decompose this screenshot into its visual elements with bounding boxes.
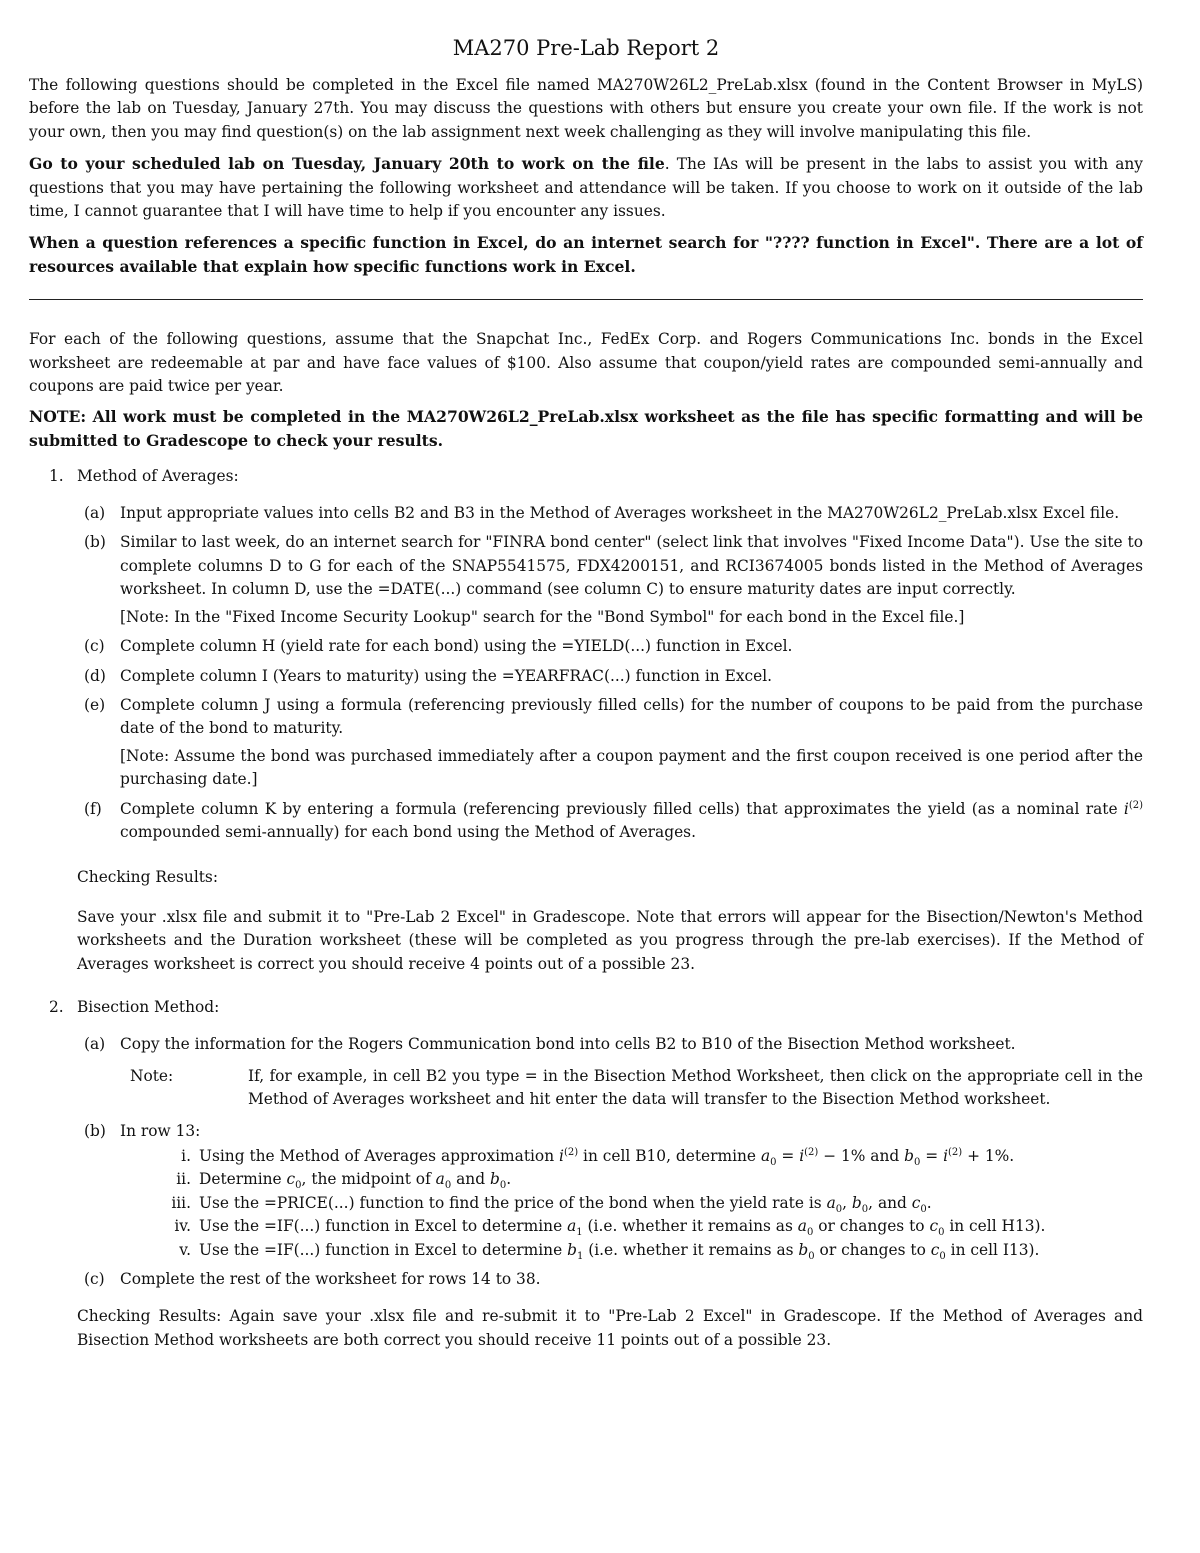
row-13-steps (120, 1145, 1143, 1262)
part-note: [Note: In the "Fixed Income Security Lookup" search for the "Bond Symbol" for each bond in the Excel file.] (120, 607, 965, 626)
note-text: If, for example, in cell B2 you type = in the Bisection Method Worksheet, then click on the appropriate cell in the Method of Averages worksheet and hit enter the data will transfer to the Bisection Method worksheet. (248, 1066, 1143, 1109)
math-sup: (2) (1128, 799, 1143, 811)
intro-paragraph: The following questions should be completed in the Excel file named MA270W26L2_PreLab.xlsx (found in the Content Browser in MyLS) before the lab on Tuesday, January 27th. You may discuss the questions with others but ensure you create your own file. If the work is not your own, then you may find question(s) on the lab assignment next week challenging as they will involve manipulating this file. (29, 76, 1143, 141)
step-label: v. (179, 1240, 191, 1259)
checking-results-heading: Checking Results: (77, 868, 219, 887)
step-label: iii. (171, 1193, 191, 1212)
part-text: Copy the information for the Rogers Communication bond into cells B2 to B10 of the Bisection Method worksheet. (120, 1035, 1016, 1054)
step-item: v. Use the =IF(...) function in Excel to determine $b_1$ (i.e. whether it remains as $b_0$ or changes to $c_0$ in cell I13). (120, 1239, 1143, 1262)
lab-schedule-bold: Go to your scheduled lab on Tuesday, January 20th to work on the file (29, 154, 665, 174)
part-item (77, 694, 1143, 792)
question-1 (29, 465, 1143, 976)
part-item (77, 1268, 1143, 1291)
part-item (77, 665, 1143, 688)
part-item (77, 1120, 1143, 1262)
part-label: (e) (84, 695, 106, 714)
step-text: , and (868, 1193, 912, 1212)
document-title: MA270 Pre-Lab Report 2 (452, 36, 720, 60)
question-2-parts (77, 1033, 1143, 1291)
step-label: iv. (174, 1217, 191, 1236)
step-text: or changes to (813, 1217, 930, 1236)
part-label: (c) (84, 1270, 105, 1289)
assumptions-paragraph: For each of the following questions, assume that the Snapchat Inc., FedEx Corp. and Rogers Communications Inc. bonds in the Excel worksheet are redeemable at par and have face values of $100. Also assume that coupon/yield rates are compounded semi-annually and coupons are paid twice per year. (29, 330, 1143, 396)
part-label: (b) (84, 1121, 106, 1140)
step-text: in cell B10, determine (578, 1147, 761, 1165)
part-item (77, 798, 1143, 845)
question-number: 1. (49, 466, 64, 485)
note-label: Note: (130, 1066, 174, 1085)
part-item (77, 635, 1143, 658)
question-title: Bisection Method: (77, 997, 220, 1016)
question-title: Method of Averages: (77, 466, 239, 485)
transfer-note (120, 1065, 1143, 1112)
part-text: Similar to last week, do an internet search for "FINRA bond center" (select link that involves "Fixed Income Data"). Use the site to complete columns D to G for each of the SNAP5541575, FDX4200151, and RCI3674005 bonds listed in the Method of Averages worksheet. In column D, use the =DATE(...) command (see column C) to ensure maturity dates are input correctly. (120, 533, 1143, 599)
step-text: (i.e. whether it remains as (582, 1217, 798, 1236)
lab-schedule-paragraph (29, 152, 1143, 223)
part-label: (b) (84, 533, 106, 552)
part-label: (f) (84, 799, 102, 818)
step-text: and (451, 1170, 490, 1189)
checking-results-text: Save your .xlsx file and submit it to "Pre-Lab 2 Excel" in Gradescope. Note that errors will appear for the Bisection/Newton's Method worksheets and the Duration worksheet (these will be completed as you progress through the pre-lab exercises). If the Method of Averages worksheet is correct you should receive 4 points out of a possible 23. (77, 907, 1143, 973)
step-text: Use the =IF(...) function in Excel to determine (199, 1240, 568, 1259)
part-text: Complete column J using a formula (referencing previously filled cells) for the number of coupons to be paid from the purchase date of the bond to maturity. (120, 695, 1143, 738)
part-text: In row 13: (120, 1121, 201, 1140)
step-item: i. Using the Method of Averages approximation $i^{(2)}$ in cell B10, determine $a_0 = i^{(2)} - 1\%$ and $b_0 = i^{(2)} + 1\%$. (120, 1145, 1143, 1168)
step-text: Use the =PRICE(...) function to find the price of the bond when the yield rate is (199, 1193, 827, 1212)
part-note: [Note: Assume the bond was purchased immediately after a coupon payment and the first coupon received is one period after the purchasing date.] (120, 746, 1143, 789)
part-text: Complete column H (yield rate for each bond) using the =YIELD(...) function in Excel. (120, 637, 793, 656)
step-text: , the midpoint of (301, 1170, 436, 1189)
question-1-parts (77, 502, 1143, 844)
step-text: Use the =IF(...) function in Excel to determine (199, 1217, 568, 1236)
part-text-cont: compounded semi-annually) for each bond using the Method of Averages. (120, 822, 696, 841)
step-text: or changes to (814, 1240, 931, 1259)
math-i: i (1123, 799, 1129, 818)
lab-schedule-rest: . The IAs will be present in the labs to assist you with any questions that you may have pertaining the following worksheet and attendance will be taken. If you choose to work on it outside of the lab time, I cannot guarantee that I will have time to help if you encounter any issues. (29, 155, 1143, 221)
step-text: Using the Method of Averages approximation (199, 1147, 560, 1165)
checking-results-text: Checking Results: Again save your .xlsx file and re-submit it to "Pre-Lab 2 Excel" in Gradescope. If the Method of Averages and Bisection Method worksheets are both correct you should receive 11 points out of a possible 23. (77, 1307, 1143, 1349)
part-item (77, 531, 1143, 629)
part-item (77, 1033, 1143, 1111)
section-divider (29, 299, 1143, 300)
part-text: Complete the rest of the worksheet for rows 14 to 38. (120, 1270, 541, 1289)
part-label: (d) (84, 666, 106, 685)
step-item: iii. Use the =PRICE(...) function to find the price of the bond when the yield rate is $a_0$, $b_0$, and $c_0$. (120, 1192, 1143, 1215)
step-text: . (506, 1170, 512, 1189)
step-item: ii. Determine $c_0$, the midpoint of $a_0$ and $b_0$. (120, 1168, 1143, 1191)
part-label: (a) (84, 1035, 106, 1054)
question-number: 2. (49, 997, 64, 1016)
function-search-note: When a question references a specific function in Excel, do an internet search for "???? function in Excel". There are a lot of resources available that explain how specific functions work in Excel. (29, 233, 1143, 277)
step-text: . (926, 1193, 932, 1212)
step-label: ii. (176, 1170, 191, 1189)
document-page (29, 36, 1143, 1352)
step-text: and (865, 1147, 905, 1165)
step-text: in cell H13). (944, 1217, 1046, 1236)
step-text: , (842, 1193, 852, 1212)
submission-note: NOTE: All work must be completed in the MA270W26L2_PreLab.xlsx worksheet as the file has specific formatting and will be submitted to Gradescope to check your results. (29, 406, 1143, 450)
part-text: Complete column K by entering a formula (referencing previously filled cells) that approximates the yield (as a nominal rate (120, 799, 1124, 818)
step-label: i. (181, 1147, 191, 1165)
question-list (29, 465, 1143, 1353)
step-item: iv. Use the =IF(...) function in Excel to determine $a_1$ (i.e. whether it remains as $a_0$ or changes to $c_0$ in cell H13). (120, 1215, 1143, 1238)
part-text: Complete column I (Years to maturity) using the =YEARFRAC(...) function in Excel. (120, 666, 773, 685)
part-item (77, 502, 1143, 525)
step-text: . (1009, 1147, 1015, 1165)
part-label: (a) (84, 504, 106, 523)
part-label: (c) (84, 637, 105, 656)
step-text: (i.e. whether it remains as (583, 1240, 799, 1259)
step-text: Determine (199, 1170, 287, 1189)
step-text: in cell I13). (945, 1240, 1040, 1259)
question-2 (29, 996, 1143, 1352)
part-text: Input appropriate values into cells B2 and B3 in the Method of Averages worksheet in the MA270W26L2_PreLab.xlsx Excel file. (120, 504, 1120, 523)
